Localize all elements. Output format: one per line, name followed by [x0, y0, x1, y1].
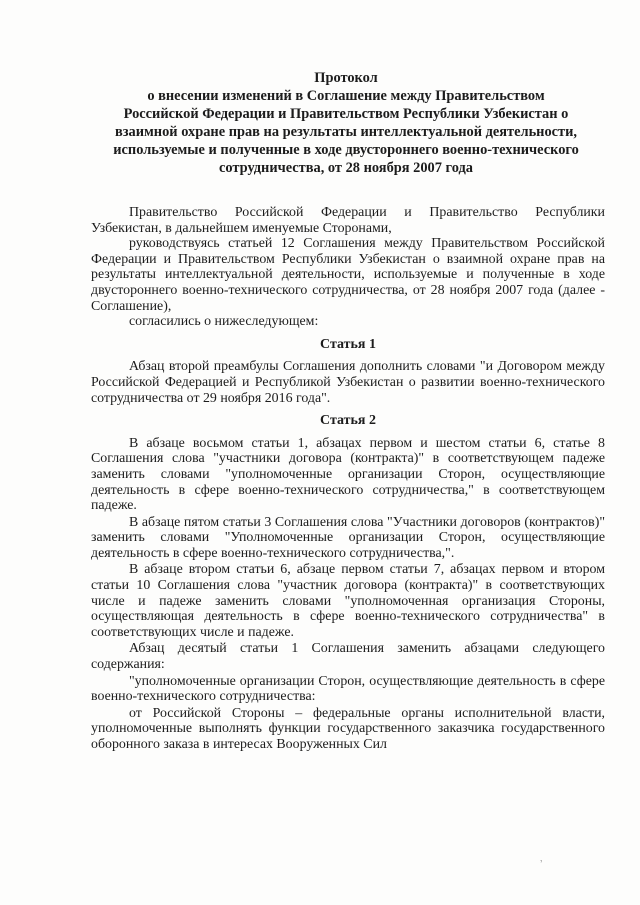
- title-line: о внесении изменений в Соглашение между Правительством: [147, 88, 545, 105]
- scan-mark: ʼ: [540, 859, 543, 871]
- article-2-paragraph: от Российской Стороны – федеральные органы исполнительной власти, уполномоченные выполнять функции государственного заказчика государственного оборонного заказа в интересах Вооруженных Сил: [91, 705, 605, 752]
- article-2-paragraph: В абзаце восьмом статьи 1, абзацах первом и шестом статьи 6, статье 8 Соглашения слова "участники договора (контракта)" в соответствующем падеже заменить словами "уполномоченные организации Сторон, осуществляющие деятельность в сфере военно-технического сотрудничества," в соответствующем падеже.: [91, 435, 605, 514]
- article-2-paragraph: "уполномоченные организации Сторон, осуществляющие деятельность в сфере военно-технического сотрудничества:: [91, 673, 605, 705]
- article-1-paragraph: Абзац второй преамбулы Соглашения дополнить словами "и Договором между Российской Федерацией и Республикой Узбекистан о развитии военно-технического сотрудничества от 29 ноября 2016 года".: [91, 359, 605, 406]
- title-line: Российской Федерации и Правительством Республики Узбекистан о: [123, 106, 569, 123]
- preamble-paragraph: Правительство Российской Федерации и Правительство Республики Узбекистан, в дальнейшем именуемые Сторонами,: [91, 205, 605, 236]
- article-2-heading: Статья 2: [320, 413, 376, 429]
- article-2-paragraph: В абзаце втором статьи 6, абзаце первом статьи 7, абзацах первом и втором статьи 10 Соглашения слова "участник договора (контракта)" в соответствующих числе и падеже заменить словами "уполномоченная организация Стороны, осуществляющая деятельность в сфере военно-технического сотрудничества" в соответствующих числе и падеже.: [91, 562, 605, 640]
- title-line: используемые и полученные в ходе двустороннего военно-технического: [113, 142, 579, 159]
- title-line: взаимной охране прав на результаты интеллектуальной деятельности,: [114, 124, 578, 141]
- article-1-heading: Статья 1: [320, 336, 376, 352]
- preamble-paragraph: согласились о нижеследующем:: [129, 314, 319, 330]
- document-title: [86, 69, 606, 178]
- title-line: Протокол: [314, 70, 378, 86]
- article-2-paragraph: В абзаце пятом статьи 3 Соглашения слова "Участники договоров (контрактов)" заменить словами "Уполномоченные организации Сторон, осуществляющие деятельность в сфере военно-технического сотрудничества,".: [91, 514, 605, 561]
- article-2-paragraph: Абзац десятый статьи 1 Соглашения заменить абзацами следующего содержания:: [91, 641, 605, 673]
- title-line: сотрудничества, от 28 ноября 2007 года: [219, 160, 473, 177]
- document-body: [91, 205, 605, 753]
- preamble-paragraph: руководствуясь статьей 12 Соглашения между Правительством Российской Федерации и Правительством Республики Узбекистан о взаимной охране прав на результаты интеллектуальной деятельности, используемые и полученные в ходе двустороннего военно-технического сотрудничества, от 28 ноября 2007 года (далее - Соглашение),: [91, 236, 605, 314]
